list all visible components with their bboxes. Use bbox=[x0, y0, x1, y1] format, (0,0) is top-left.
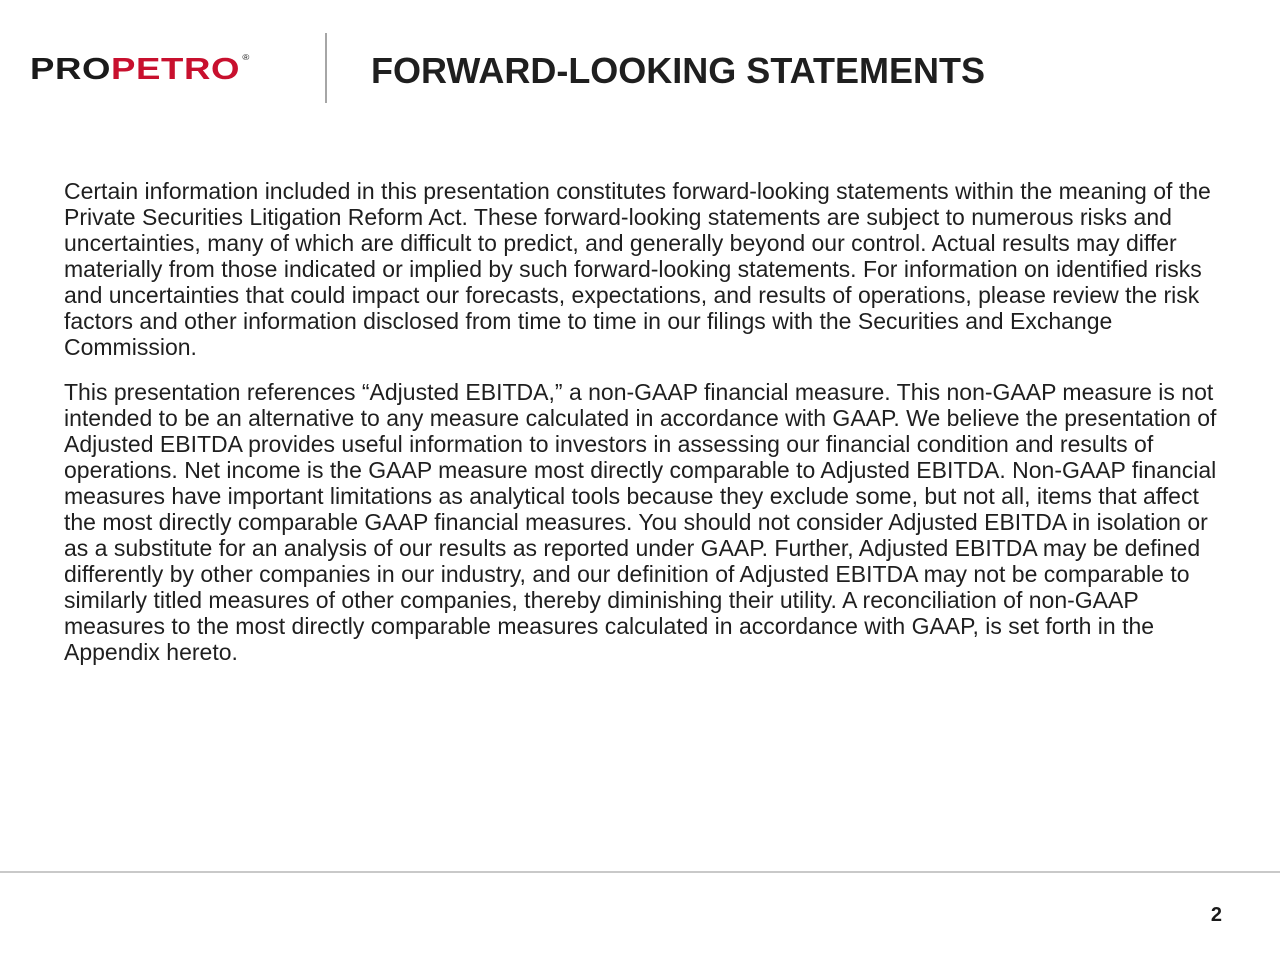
paragraph-forward-looking: Certain information included in this presentation constitutes forward-looking statements within the meaning of the Private Securities Litigation Reform Act. These forward-looking statements are subject to numerous risks and uncertainties, many of which are difficult to predict, and generally beyond our control. Actual results may differ materially from those indicated or implied by such forward-looking statements. For information on identified risks and uncertainties that could impact our forecasts, expectations, and results of operations, please review the risk factors and other information disclosed from time to time in our filings with the Securities and Exchange Commission. bbox=[64, 178, 1211, 360]
footer-divider bbox=[0, 871, 1280, 873]
logo-text-petro: PETRO bbox=[111, 51, 241, 86]
paragraph-non-gaap: This presentation references “Adjusted EBITDA,” a non-GAAP financial measure. This non-GAAP measure is not intended to be an alternative to any measure calculated in accordance with GAAP. We believe the presentation of Adjusted EBITDA provides useful information to investors in assessing our financial condition and results of operations. Net income is the GAAP measure most directly comparable to Adjusted EBITDA. Non-GAAP financial measures have important limitations as analytical tools because they exclude some, but not all, items that affect the most directly comparable GAAP financial measures. You should not consider Adjusted EBITDA in isolation or as a substitute for an analysis of our results as reported under GAAP. Further, Adjusted EBITDA may be defined differently by other companies in our industry, and our definition of Adjusted EBITDA may not be comparable to similarly titled measures of other companies, thereby diminishing their utility. A reconciliation of non-GAAP measures to the most directly comparable measures calculated in accordance with GAAP, is set forth in the Appendix hereto. bbox=[64, 379, 1217, 665]
logo-text-pro: PRO bbox=[30, 51, 112, 86]
page-number: 2 bbox=[1210, 904, 1222, 926]
propetro-logo bbox=[30, 51, 250, 86]
registered-mark: ® bbox=[242, 53, 250, 62]
page-title: FORWARD-LOOKING STATEMENTS bbox=[371, 50, 985, 91]
body-text bbox=[64, 178, 1224, 684]
header-divider bbox=[325, 33, 327, 103]
